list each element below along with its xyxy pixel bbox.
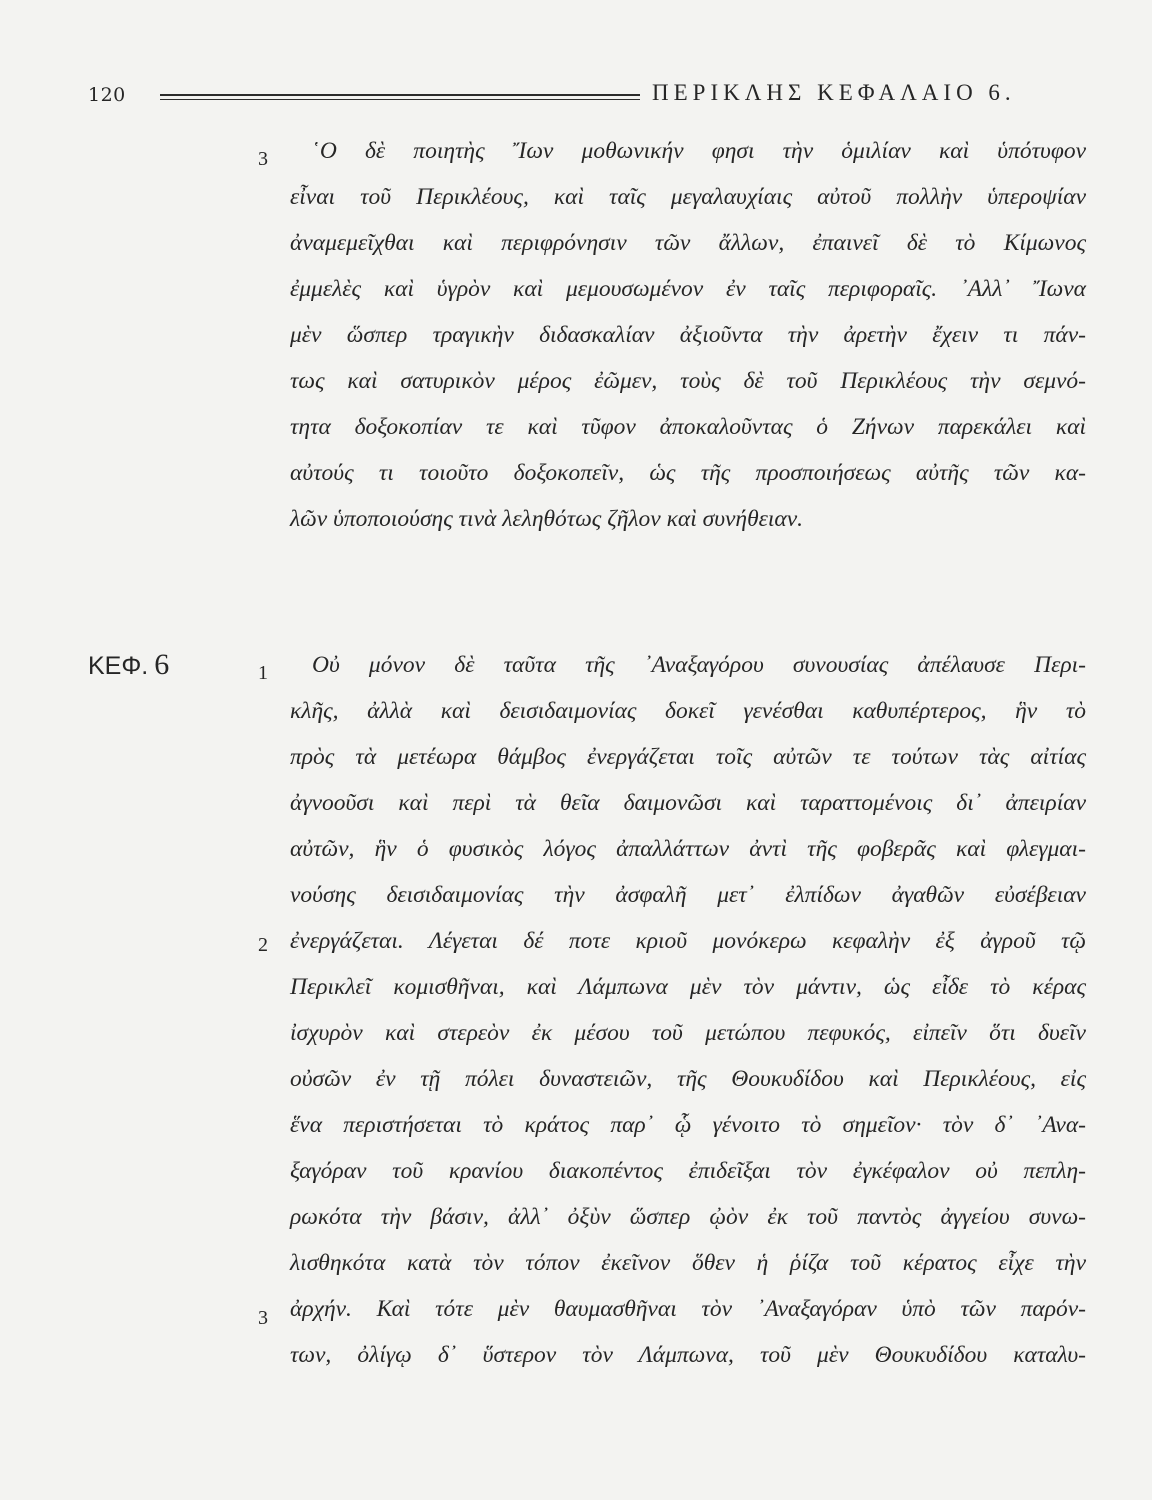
- text-line: λῶν ὑποποιούσης τινὰ λεληθότως ζῆλον καὶ συνήθειαν.: [290, 506, 804, 532]
- text-line: αὐτῶν, ἣν ὁ φυσικὸς λόγος ἀπαλλάττων ἀντὶ τῆς φοβερᾶς καὶ φλεγμαι-: [290, 836, 1086, 862]
- page-number: 120: [88, 84, 126, 106]
- text-line: ἀγνοοῦσι καὶ περὶ τὰ θεῖα δαιμονῶσι καὶ ταραττομένοις δι᾿ ἀπειρίαν: [290, 790, 1086, 816]
- text-line: νούσης δεισιδαιμονίας τὴν ἀσφαλῆ μετ᾿ ἐλπίδων ἀγαθῶν εὐσέβειαν: [290, 882, 1086, 908]
- text-line: ρωκότα τὴν βάσιν, ἀλλ᾿ ὀξὺν ὥσπερ ᾠὸν ἐκ τοῦ παντὸς ἀγγείου συνω-: [290, 1204, 1086, 1230]
- text-line: κλῆς, ἀλλὰ καὶ δεισιδαιμονίας δοκεῖ γενέσθαι καθυπέρτερος, ἣν τὸ: [290, 698, 1086, 724]
- text-line: των, ὀλίγῳ δ᾿ ὕστερον τὸν Λάμπωνα, τοῦ μὲν Θουκυδίδου καταλυ-: [290, 1342, 1086, 1368]
- header-rule: [160, 94, 640, 100]
- text-line: ἀναμεμεῖχθαι καὶ περιφρόνησιν τῶν ἄλλων, ἐπαινεῖ δὲ τὸ Κίμωνος: [290, 230, 1086, 256]
- text-line: ῾Ο δὲ ποιητὴς Ἴων μοθωνικήν φησι τὴν ὁμιλίαν καὶ ὑπότυφον: [312, 138, 1086, 164]
- margin-section-number: 3: [258, 1307, 268, 1329]
- chapter-number: 6: [154, 648, 170, 681]
- chapter-label: [88, 648, 169, 682]
- text-line: λισθηκότα κατὰ τὸν τόπον ἐκεῖνον ὅθεν ἡ ῥίζα τοῦ κέρατος εἶχε τὴν: [290, 1250, 1086, 1276]
- text-line: Οὐ μόνον δὲ ταῦτα τῆς ᾿Αναξαγόρου συνουσίας ἀπέλαυσε Περι-: [312, 652, 1086, 678]
- margin-section-number: 2: [258, 934, 268, 956]
- text-line: Περικλεῖ κομισθῆναι, καὶ Λάμπωνα μὲν τὸν μάντιν, ὡς εἶδε τὸ κέρας: [290, 974, 1086, 1000]
- text-line: αὐτούς τι τοιοῦτο δοξοκοπεῖν, ὡς τῆς προσποιήσεως αὐτῆς τῶν κα-: [290, 460, 1086, 486]
- chapter-prefix: ΚΕΦ.: [88, 652, 149, 680]
- text-line: μὲν ὥσπερ τραγικὴν διδασκαλίαν ἀξιοῦντα τὴν ἀρετὴν ἔχειν τι πάν-: [290, 322, 1086, 348]
- text-line: τως καὶ σατυρικὸν μέρος ἐῶμεν, τοὺς δὲ τοῦ Περικλέους τὴν σεμνό-: [290, 368, 1086, 394]
- text-line: πρὸς τὰ μετέωρα θάμβος ἐνεργάζεται τοῖς αὐτῶν τε τούτων τὰς αἰτίας: [290, 744, 1086, 770]
- text-line: τητα δοξοκοπίαν τε καὶ τῦφον ἀποκαλοῦντας ὁ Ζήνων παρεκάλει καὶ: [290, 414, 1086, 440]
- margin-section-number: 1: [258, 662, 268, 684]
- text-line: ἰσχυρὸν καὶ στερεὸν ἐκ μέσου τοῦ μετώπου πεφυκός, εἰπεῖν ὅτι δυεῖν: [290, 1020, 1086, 1046]
- text-line: εἶναι τοῦ Περικλέους, καὶ ταῖς μεγαλαυχίαις αὐτοῦ πολλὴν ὑπεροψίαν: [290, 184, 1086, 210]
- text-line: ἐμμελὲς καὶ ὑγρὸν καὶ μεμουσωμένον ἐν ταῖς περιφοραῖς. ᾿Αλλ᾿ Ἴωνα: [290, 276, 1086, 302]
- text-line: ἐνεργάζεται. Λέγεται δέ ποτε κριοῦ μονόκερω κεφαλὴν ἐξ ἀγροῦ τῷ: [290, 928, 1086, 954]
- text-line: ἕνα περιστήσεται τὸ κράτος παρ᾿ ᾧ γένοιτο τὸ σημεῖον· τὸν δ᾿ ᾿Ανα-: [290, 1112, 1086, 1138]
- running-head: ΠΕΡΙΚΛΗΣ ΚΕΦΑΛΑΙΟ 6.: [652, 80, 1016, 105]
- text-line: ἀρχήν. Καὶ τότε μὲν θαυμασθῆναι τὸν ᾿Αναξαγόραν ὑπὸ τῶν παρόν-: [290, 1296, 1086, 1322]
- text-line: οὐσῶν ἐν τῇ πόλει δυναστειῶν, τῆς Θουκυδίδου καὶ Περικλέους, εἰς: [290, 1066, 1086, 1092]
- margin-section-number: 3: [258, 148, 268, 170]
- text-line: ξαγόραν τοῦ κρανίου διακοπέντος ἐπιδεῖξαι τὸν ἐγκέφαλον οὐ πεπλη-: [290, 1158, 1086, 1184]
